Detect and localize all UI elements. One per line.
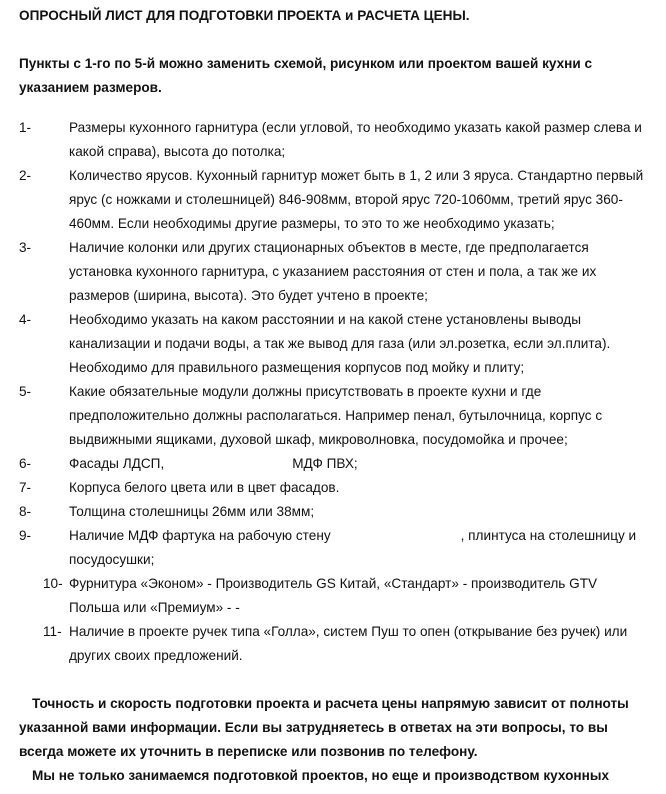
item-number: 9- [19, 528, 32, 543]
list-item [0, 452, 644, 476]
item-text: Наличие в проекте ручек типа «Голла», систем Пуш то опен (открывание без ручек) или других своих предложений. [69, 624, 628, 663]
item-text-plinth: , плинтуса на столешницу и посудосушки; [69, 528, 637, 567]
document-title: ОПРОСНЫЙ ЛИСТ ДЛЯ ПОДГОТОВКИ ПРОЕКТА и РАСЧЕТА ЦЕНЫ. [19, 8, 470, 23]
intro-note: Пункты с 1-го по 5-й можно заменить схемой, рисунком или проектом вашей кухни с указанием размеров. [19, 56, 593, 95]
list-item [0, 500, 644, 524]
list-item [0, 476, 644, 500]
closing-paragraph: Точность и скорость подготовки проекта и расчета цены напрямую зависит от полноты указанной вами информации. Если вы затрудняетесь в ответах на эти вопросы, то вы всегда можете их уточнить в переписке или позвонив по телефону. [19, 696, 629, 759]
list-item [0, 236, 644, 308]
item-text: Корпуса белого цвета или в цвет фасадов. [69, 480, 340, 495]
closing-note [19, 692, 644, 788]
list-item [0, 308, 644, 380]
item-text: Количество ярусов. Кухонный гарнитур может быть в 1, 2 или 3 яруса. Стандартно первый ярус (с ножками и столешницей) 846-908мм, второй ярус 720-1060мм, третий ярус 360-460мм. Если необходимы другие размеры, то это то же необходимо указать; [69, 168, 644, 231]
list-item [0, 380, 644, 452]
item-number: 8- [19, 504, 32, 519]
item-number: 6- [19, 456, 32, 471]
closing-paragraph: Мы не только занимаемся подготовкой проектов, но еще и производством кухонных [32, 768, 610, 783]
item-text: Размеры кухонного гарнитура (если угловой, то необходимо указать какой размер слева и какой справа), высота до потолка; [69, 120, 642, 159]
item-text: Наличие колонки или других стационарных объектов в месте, где предполагается установка кухонного гарнитура, с указанием расстояния от стен и пола, а так же их размеров (ширина, высота). Это будет учтено в проекте; [69, 240, 597, 303]
item-number: 7- [19, 480, 32, 495]
list-item [0, 116, 644, 164]
item-text: Необходимо указать на каком расстоянии и на какой стене установлены выводы канализации и подачи воды, а так же вывод для газа (или эл.розетка, если эл.плита). Необходимо для правильного размещения корпусов под мойку и плиту; [69, 312, 611, 375]
item-number: 2- [19, 168, 32, 183]
list-item [0, 620, 644, 668]
item-text: Толщина столешницы 26мм или 38мм; [69, 504, 315, 519]
item-number: 10- [43, 576, 63, 591]
item-text: Фурнитура «Эконом» - Производитель GS Китай, «Стандарт» - производитель GTV Польша или «Премиум» - - [69, 576, 598, 615]
item-text-apron: Наличие МДФ фартука на рабочую стену [69, 528, 331, 543]
questionnaire-list [0, 116, 666, 668]
item-number: 3- [19, 240, 32, 255]
item-text-facades-ldsp: Фасады ЛДСП, [69, 456, 165, 471]
list-item [0, 524, 644, 572]
item-number: 5- [19, 384, 32, 399]
item-text-facades-mdf: МДФ ПВХ; [292, 456, 358, 471]
item-text: Какие обязательные модули должны присутствовать в проекте кухни и где предположительно должны располагаться. Например пенал, бутылочница, корпус с выдвижными ящиками, духовой шкаф, микроволновка, посудомойка и прочее; [69, 384, 603, 447]
list-item [0, 572, 644, 620]
list-item [0, 164, 644, 236]
item-number: 11- [43, 624, 62, 639]
item-number: 1- [19, 120, 32, 135]
item-number: 4- [19, 312, 32, 327]
